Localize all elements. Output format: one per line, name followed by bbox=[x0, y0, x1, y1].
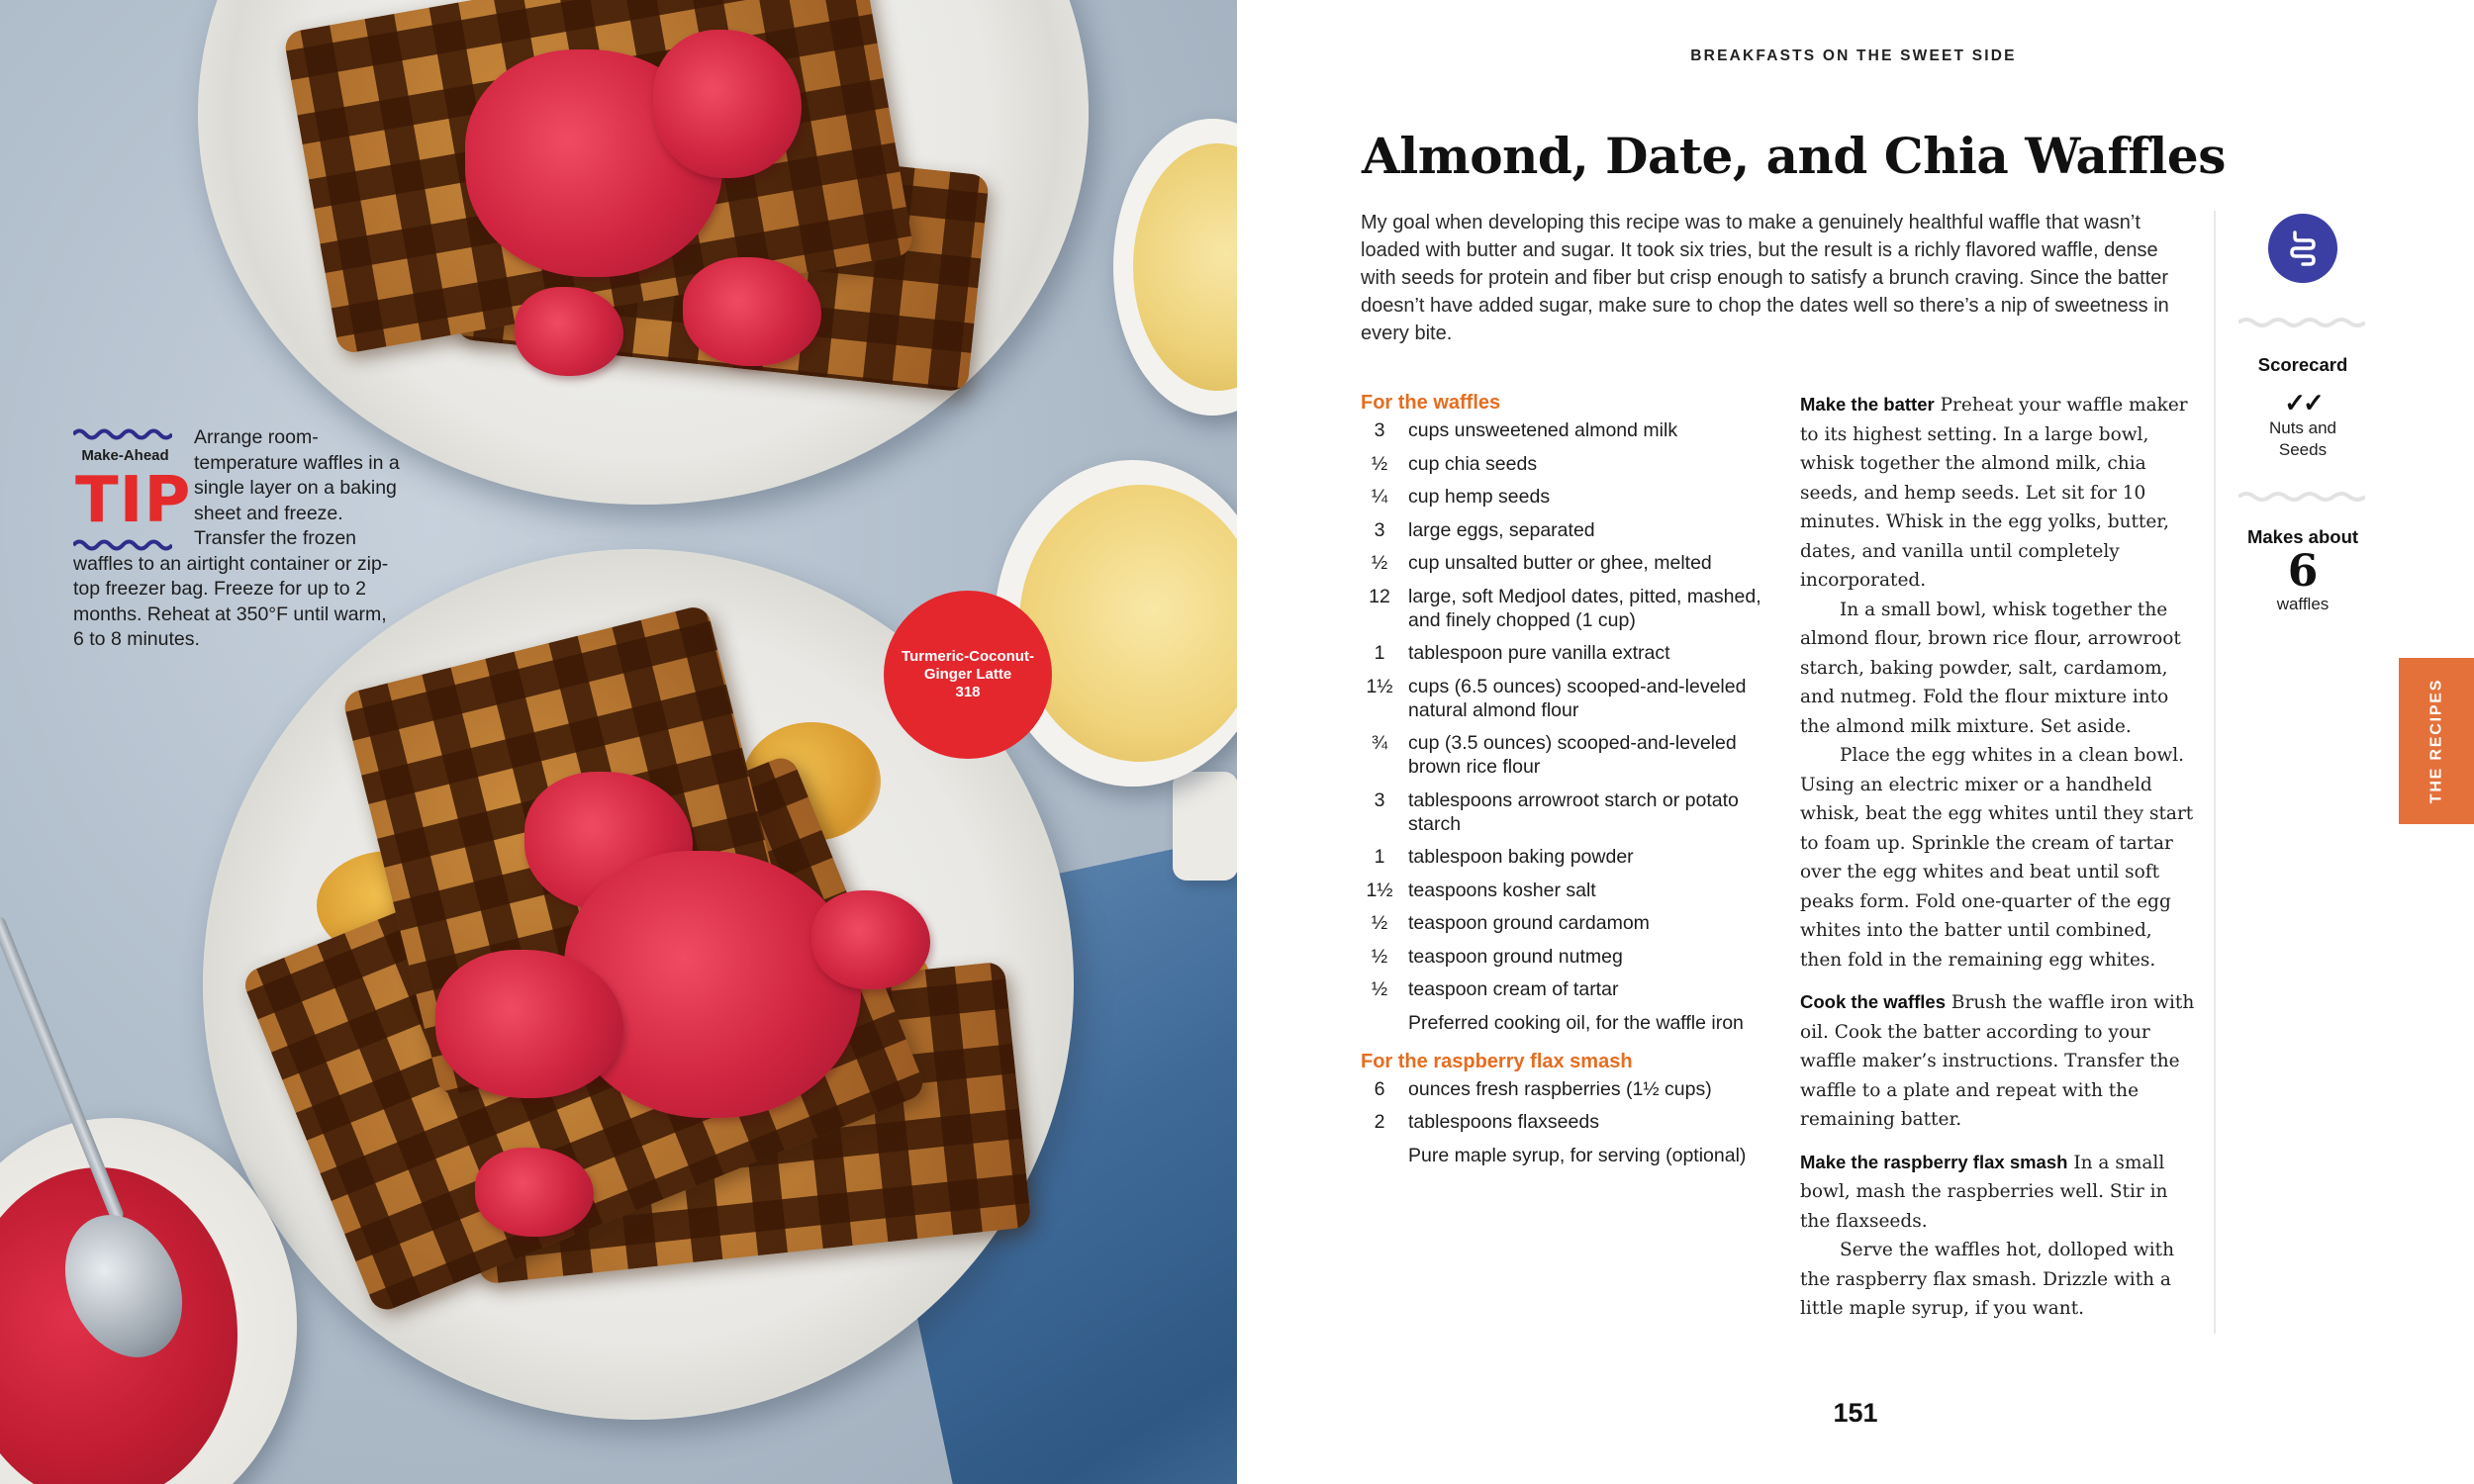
recipe-title: Almond, Date, and Chia Waffles bbox=[1362, 127, 2226, 185]
step-text: Place the egg whites in a clean bowl. Using an electric mixer or a handheld whisk, beat the egg whites until they start to foam up. Sprinkle the cream of tartar over the egg whites and beat until soft peaks form. Fold one-quarter of the egg whites into the batter until combined, then fold in the remaining egg whites. bbox=[1800, 745, 2194, 971]
tip-wave-bottom bbox=[73, 538, 172, 552]
ingredient-description: tablespoons flaxseeds bbox=[1408, 1111, 1599, 1133]
ingredient-description: large eggs, separated bbox=[1408, 518, 1595, 541]
ingredient-description: Pure maple syrup, for serving (optional) bbox=[1408, 1144, 1747, 1166]
step-smash bbox=[1800, 1148, 2196, 1237]
step-label: Make the raspberry flax smash bbox=[1800, 1151, 2068, 1172]
raspberry-smash bbox=[811, 890, 930, 989]
ingredient-description: teaspoon ground nutmeg bbox=[1408, 945, 1623, 968]
ingredient-quantity: ½ bbox=[1371, 452, 1388, 475]
ingredient-description: cups (6.5 ounces) scooped-and-leveled natural almond flour bbox=[1408, 675, 1747, 721]
makes-unit: waffles bbox=[2276, 595, 2330, 613]
tip-wave-top bbox=[73, 427, 172, 441]
ingredient-row bbox=[1361, 977, 1776, 1001]
step-text: Brush the waffle iron with oil. Cook the batter according to your waffle maker’s instructions. Transfer the waffle to a plate and repeat with the remaining batter. bbox=[1800, 992, 2195, 1130]
page-number: 151 bbox=[1833, 1398, 1878, 1428]
step-text: In a small bowl, mash the raspberries well. Stir in the flaxseeds. bbox=[1800, 1152, 2168, 1232]
smash-ingredients bbox=[1361, 1077, 1776, 1167]
waffles-ingredients-heading: For the waffles bbox=[1361, 392, 1501, 414]
scorecard-checkmarks: ✓✓ bbox=[2284, 388, 2322, 417]
running-head: BREAKFASTS ON THE SWEET SIDE bbox=[1690, 47, 2017, 64]
ingredient-quantity: ½ bbox=[1371, 912, 1388, 934]
ingredient-row bbox=[1361, 845, 1776, 869]
latte-cup-handle bbox=[1173, 772, 1237, 881]
smash-ingredients-heading: For the raspberry flax smash bbox=[1361, 1050, 1633, 1072]
ingredient-quantity: ¼ bbox=[1371, 486, 1388, 508]
ingredient-quantity: 1½ bbox=[1366, 879, 1393, 901]
ingredient-description: cup (3.5 ounces) scooped-and-leveled brown rice flour bbox=[1408, 732, 1737, 778]
ingredient-description: tablespoons arrowroot starch or potato starch bbox=[1408, 788, 1739, 835]
ingredient-description: cup unsalted butter or ghee, melted bbox=[1408, 552, 1712, 574]
ingredient-quantity: ½ bbox=[1371, 978, 1388, 1000]
latte-badge-page: 318 bbox=[955, 684, 981, 700]
tip-kicker: Make-Ahead bbox=[81, 447, 169, 464]
step-batter-cont bbox=[1800, 596, 2196, 742]
ingredient-row bbox=[1361, 788, 1776, 836]
section-tab[interactable] bbox=[2399, 658, 2474, 824]
ingredient-row bbox=[1361, 1011, 1776, 1035]
tip-text: Arrange room-temperature waffles in a single layer on a baking sheet and freeze. Transfer the frozen waffles to an airtight container or zip-top freezer bag. Freeze for up to 2 months. Reheat at 350°F until warm, 6 to 8 minutes. bbox=[73, 426, 400, 650]
makes-label: Makes about bbox=[2246, 526, 2359, 547]
ingredient-quantity: 3 bbox=[1374, 788, 1385, 811]
ingredient-quantity: 6 bbox=[1374, 1077, 1385, 1100]
ingredient-row bbox=[1361, 731, 1776, 779]
ingredient-row bbox=[1361, 1144, 1776, 1167]
latte-badge-label: Turmeric-Coconut-Ginger Latte bbox=[902, 648, 1034, 683]
ingredient-description: cups unsweetened almond milk bbox=[1408, 419, 1678, 441]
latte-cup-top bbox=[1113, 119, 1237, 416]
sidebar-wave bbox=[2238, 315, 2365, 330]
ingredient-quantity: 2 bbox=[1374, 1111, 1385, 1133]
ingredient-row bbox=[1361, 585, 1776, 632]
step-text: Serve the waffles hot, dolloped with the raspberry flax smash. Drizzle with a little maple syrup, if you want. bbox=[1800, 1240, 2174, 1319]
ingredient-quantity: ½ bbox=[1371, 945, 1388, 968]
step-batter-cont bbox=[1800, 741, 2196, 974]
ingredient-description: teaspoons kosher salt bbox=[1408, 879, 1596, 901]
raspberry-smash bbox=[475, 1148, 594, 1237]
step-batter bbox=[1800, 390, 2196, 596]
ingredient-row bbox=[1361, 1110, 1776, 1134]
ingredient-row bbox=[1361, 418, 1776, 442]
ingredient-quantity: ¾ bbox=[1371, 732, 1388, 754]
scorecard-label: Scorecard bbox=[2257, 354, 2348, 375]
sidebar-divider bbox=[2214, 211, 2216, 1334]
step-label: Cook the waffles bbox=[1800, 991, 1946, 1012]
step-smash-cont bbox=[1800, 1236, 2196, 1324]
ingredient-quantity: 12 bbox=[1369, 585, 1390, 607]
sidebar-wave bbox=[2238, 489, 2365, 505]
makes-number: 6 bbox=[2287, 546, 2319, 597]
ingredient-description: teaspoon ground cardamom bbox=[1408, 912, 1650, 934]
ingredient-row bbox=[1361, 675, 1776, 722]
ingredient-quantity: 1 bbox=[1374, 642, 1385, 664]
step-text: Preheat your waffle maker to its highest setting. In a large bowl, whisk together the almond milk, chia seeds, and hemp seeds. Let sit for 10 minutes. Whisk in the egg yolks, butter, dates, and vanilla until completely incorporated. bbox=[1800, 395, 2188, 591]
step-cook bbox=[1800, 987, 2196, 1135]
ingredient-description: cup chia seeds bbox=[1408, 452, 1538, 475]
gut-icon-glyph bbox=[2281, 227, 2325, 270]
ingredient-description: tablespoon pure vanilla extract bbox=[1408, 642, 1670, 664]
scorecard-item: Nuts and Seeds bbox=[2268, 418, 2337, 459]
gut-icon bbox=[2268, 214, 2337, 283]
ingredient-quantity: ½ bbox=[1371, 552, 1388, 574]
step-text: In a small bowl, whisk together the almond flour, brown rice flour, arrowroot starch, baking powder, salt, cardamom, and nutmeg. Fold the flour mixture into the almond milk mixture. Set aside. bbox=[1800, 599, 2181, 737]
ingredient-description: tablespoon baking powder bbox=[1408, 846, 1634, 868]
ingredient-quantity: 3 bbox=[1374, 419, 1385, 441]
ingredient-description: Preferred cooking oil, for the waffle iron bbox=[1408, 1011, 1744, 1034]
ingredient-row bbox=[1361, 1077, 1776, 1101]
raspberry-smash bbox=[683, 257, 821, 366]
ingredient-quantity bbox=[1361, 1144, 1398, 1167]
ingredient-quantity: 3 bbox=[1374, 518, 1385, 541]
section-tab-label: THE RECIPES bbox=[2427, 678, 2444, 804]
ingredient-description: large, soft Medjool dates, pitted, mashed, and finely chopped (1 cup) bbox=[1408, 585, 1761, 631]
ingredient-quantity: 1½ bbox=[1366, 675, 1393, 697]
recipe-intro: My goal when developing this recipe was to make a genuinely healthful waffle that wasn’t loaded with butter and sugar. It took six tries, but the result is a richly flavored waffle, dense with seeds for protein and fiber but crisp enough to satisfy a brunch craving. Since the batter doesn’t have added sugar, make sure to chop the dates well so there’s a nip of sweetness in every bite. bbox=[1361, 212, 2169, 344]
waffles-ingredients bbox=[1361, 418, 1776, 1035]
ingredient-quantity: 1 bbox=[1374, 846, 1385, 868]
ingredient-row bbox=[1361, 485, 1776, 509]
raspberry-smash bbox=[515, 287, 623, 376]
ingredient-row bbox=[1361, 911, 1776, 935]
method-steps bbox=[1800, 390, 2196, 1337]
tip-word: TIP bbox=[75, 464, 192, 537]
ingredient-row bbox=[1361, 945, 1776, 969]
ingredient-quantity bbox=[1361, 1011, 1398, 1035]
latte-cross-reference-badge[interactable] bbox=[884, 591, 1052, 759]
ingredient-row bbox=[1361, 551, 1776, 575]
ingredient-row bbox=[1361, 452, 1776, 476]
ingredient-description: ounces fresh raspberries (1½ cups) bbox=[1408, 1077, 1712, 1100]
step-label: Make the batter bbox=[1800, 394, 1935, 415]
ingredients-list bbox=[1361, 392, 1776, 1176]
ingredient-row bbox=[1361, 518, 1776, 542]
ingredient-description: cup hemp seeds bbox=[1408, 486, 1551, 508]
ingredient-row bbox=[1361, 879, 1776, 902]
ingredient-row bbox=[1361, 641, 1776, 665]
ingredient-description: teaspoon cream of tartar bbox=[1408, 978, 1619, 1000]
